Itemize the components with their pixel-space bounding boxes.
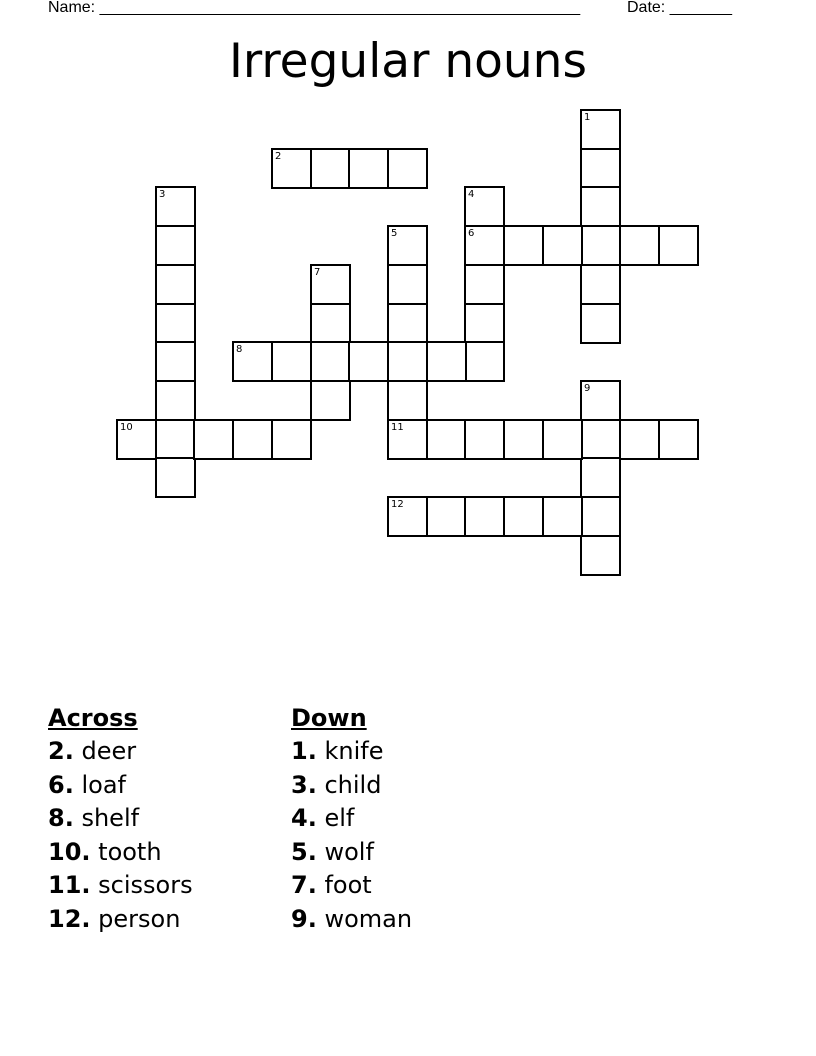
clue-number: 11 <box>391 422 404 433</box>
clue-text: child <box>324 770 382 799</box>
grid-cell[interactable] <box>580 380 621 421</box>
clue-text: scissors <box>98 871 193 900</box>
down-clues <box>291 701 412 937</box>
grid-cell[interactable] <box>387 419 428 460</box>
clue-text: elf <box>324 804 355 833</box>
puzzle-title: Irregular nouns <box>229 34 587 89</box>
clue-text: person <box>98 904 181 933</box>
down-clue <box>291 735 412 769</box>
grid-cell[interactable] <box>387 225 428 266</box>
clue-number: 3 <box>159 189 166 200</box>
clue-number: 1 <box>584 112 591 123</box>
grid-cell[interactable] <box>155 380 196 421</box>
grid-cell[interactable] <box>464 264 505 305</box>
across-clue <box>48 802 193 836</box>
clue-label-number: 1. <box>291 737 317 765</box>
grid-cell[interactable] <box>155 225 196 266</box>
grid-cell[interactable] <box>426 419 467 460</box>
grid-cell[interactable] <box>503 225 544 266</box>
grid-cell[interactable] <box>387 380 428 421</box>
grid-cell[interactable] <box>387 148 428 189</box>
grid-cell[interactable] <box>580 303 621 344</box>
grid-cell[interactable] <box>426 496 467 537</box>
grid-cell[interactable] <box>542 225 583 266</box>
clue-label-number: 7. <box>291 871 317 900</box>
clue-label-number: 5. <box>291 837 317 866</box>
clue-label-number: 10. <box>48 837 91 866</box>
grid-cell[interactable] <box>580 457 621 498</box>
grid-cell[interactable] <box>619 419 660 460</box>
name-line[interactable]: Name: ______________________________________________________ <box>48 0 581 16</box>
clue-text: loaf <box>81 770 126 799</box>
grid-cell[interactable] <box>193 419 234 460</box>
grid-cell[interactable] <box>464 341 505 382</box>
clue-text: wolf <box>324 837 374 866</box>
date-line[interactable]: Date: _______ <box>627 0 732 16</box>
clue-number: 9 <box>584 383 591 394</box>
grid-cell[interactable] <box>348 341 389 382</box>
clue-label-number: 8. <box>48 804 74 833</box>
clue-number: 8 <box>236 344 243 355</box>
down-list <box>291 735 412 937</box>
grid-cell[interactable] <box>619 225 660 266</box>
clue-label-number: 4. <box>291 804 317 833</box>
grid-cell[interactable] <box>658 419 699 460</box>
grid-cell[interactable] <box>464 496 505 537</box>
clue-number: 12 <box>391 499 404 510</box>
clue-number: 2 <box>275 151 282 162</box>
clue-text: deer <box>81 737 137 765</box>
clue-text: tooth <box>98 837 162 866</box>
clue-label-number: 6. <box>48 770 74 799</box>
grid-cell[interactable] <box>310 303 351 344</box>
grid-cell[interactable] <box>310 264 351 305</box>
down-heading: Down <box>291 704 367 732</box>
grid-cell[interactable] <box>155 264 196 305</box>
down-clue <box>291 836 412 870</box>
grid-cell[interactable] <box>155 457 196 498</box>
grid-cell[interactable] <box>580 496 621 537</box>
clue-text: shelf <box>81 804 140 833</box>
grid-cell[interactable] <box>155 341 196 382</box>
clue-number: 4 <box>468 189 475 200</box>
clue-label-number: 12. <box>48 904 91 933</box>
grid-cell[interactable] <box>580 419 621 460</box>
grid-cell[interactable] <box>310 148 351 189</box>
grid-cell[interactable] <box>542 496 583 537</box>
across-clue <box>48 903 193 937</box>
grid-cell[interactable] <box>310 341 351 382</box>
across-clues <box>48 701 193 937</box>
grid-cell[interactable] <box>155 186 196 227</box>
grid-cell[interactable] <box>348 148 389 189</box>
clue-number: 5 <box>391 228 398 239</box>
grid-cell[interactable] <box>464 225 505 266</box>
grid-cell[interactable] <box>271 419 312 460</box>
grid-cell[interactable] <box>155 419 196 460</box>
grid-cell[interactable] <box>580 186 621 227</box>
clue-number: 6 <box>468 228 475 239</box>
grid-cell[interactable] <box>580 109 621 150</box>
clue-label-number: 11. <box>48 871 91 900</box>
down-clue <box>291 869 412 903</box>
clue-label-number: 2. <box>48 737 74 765</box>
grid-cell[interactable] <box>271 341 312 382</box>
grid-cell[interactable] <box>542 419 583 460</box>
clue-label-number: 3. <box>291 770 317 799</box>
grid-cell[interactable] <box>387 264 428 305</box>
grid-cell[interactable] <box>271 148 312 189</box>
across-heading: Across <box>48 704 138 732</box>
across-list <box>48 735 193 937</box>
clue-text: woman <box>324 904 413 933</box>
grid-cell[interactable] <box>464 186 505 227</box>
grid-cell[interactable] <box>580 264 621 305</box>
grid-cell[interactable] <box>503 496 544 537</box>
grid-cell[interactable] <box>116 419 157 460</box>
across-clue <box>48 869 193 903</box>
down-clue <box>291 769 412 803</box>
down-clue <box>291 802 412 836</box>
down-clue <box>291 903 412 937</box>
across-clue <box>48 769 193 803</box>
grid-cell[interactable] <box>387 341 428 382</box>
across-clue <box>48 836 193 870</box>
grid-cell[interactable] <box>580 225 621 266</box>
clue-label-number: 9. <box>291 904 317 933</box>
grid-cell[interactable] <box>464 303 505 344</box>
grid-cell[interactable] <box>426 341 467 382</box>
grid-cell[interactable] <box>503 419 544 460</box>
clue-text: knife <box>324 737 384 765</box>
grid-cell[interactable] <box>232 419 273 460</box>
grid-cell[interactable] <box>387 496 428 537</box>
across-clue <box>48 735 193 769</box>
clue-number: 10 <box>120 422 133 433</box>
grid-cell[interactable] <box>232 341 273 382</box>
grid-cell[interactable] <box>155 303 196 344</box>
grid-cell[interactable] <box>310 380 351 421</box>
clue-text: foot <box>324 871 372 900</box>
grid-cell[interactable] <box>387 303 428 344</box>
grid-cell[interactable] <box>464 419 505 460</box>
clue-number: 7 <box>314 267 321 278</box>
grid-cell[interactable] <box>580 535 621 576</box>
grid-cell[interactable] <box>580 148 621 189</box>
grid-cell[interactable] <box>658 225 699 266</box>
